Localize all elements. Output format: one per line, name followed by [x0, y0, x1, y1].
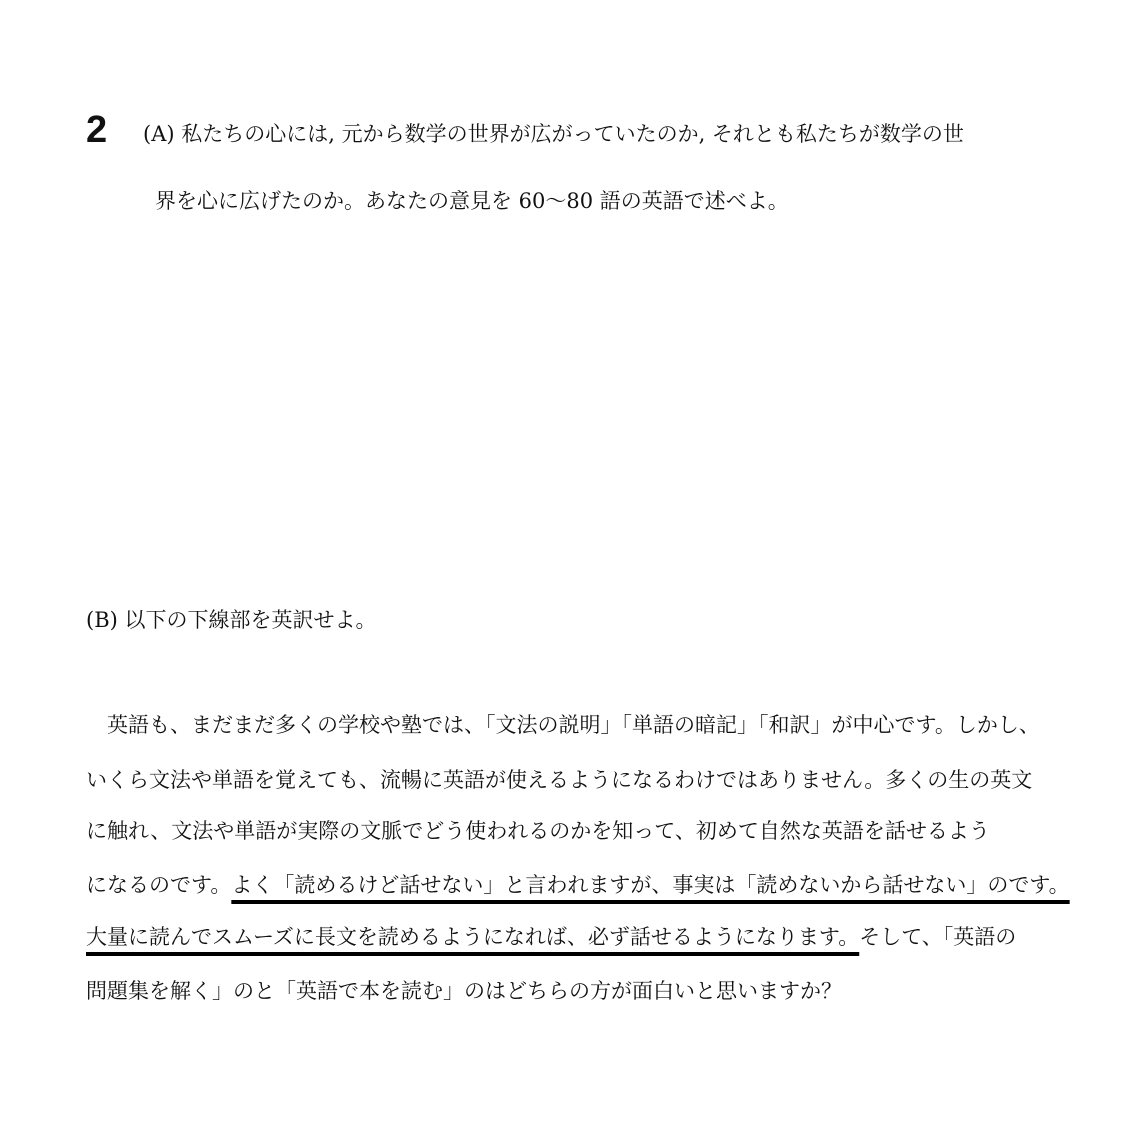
- question-a-line-2: 界を心に広げたのか。あなたの意見を 60〜80 語の英語で述べよ。: [155, 189, 789, 213]
- passage-line-5: [86, 922, 1016, 952]
- underlined-sentence-1: よく「読めるけど話せない」と言われますが、事実は「読めないから話せない」のです。: [231, 873, 1070, 897]
- passage-line-1: 英語も、まだまだ多くの学校や塾では、「文法の説明」「単語の暗記」「和訳」が中心です。しかし、: [86, 713, 1040, 737]
- question-a-line-1: (A) 私たちの心には, 元から数学の世界が広がっていたのか, それとも私たちが数学の世: [143, 122, 964, 146]
- passage-line-2: いくら文法や単語を覚えても、流暢に英語が使えるようになるわけではありません。多くの生の英文: [86, 768, 1033, 792]
- question-b-instruction: (B) 以下の下線部を英訳せよ。: [86, 608, 377, 632]
- passage-line-4: [86, 870, 1070, 900]
- passage-line-5-plain: そして、「英語の: [859, 925, 1017, 949]
- passage-line-3: に触れ、文法や単語が実際の文脈でどう使われるのかを知って、初めて自然な英語を話せるよう: [86, 819, 990, 843]
- passage-line-4-plain: になるのです。: [86, 873, 232, 897]
- underlined-sentence-2: 大量に読んでスムーズに長文を読めるようになれば、必ず話せるようになります。: [86, 925, 860, 949]
- question-number: 2: [86, 109, 108, 151]
- passage-line-6: 問題集を解く」のと「英語で本を読む」のはどちらの方が面白いと思いますか？: [86, 979, 842, 1003]
